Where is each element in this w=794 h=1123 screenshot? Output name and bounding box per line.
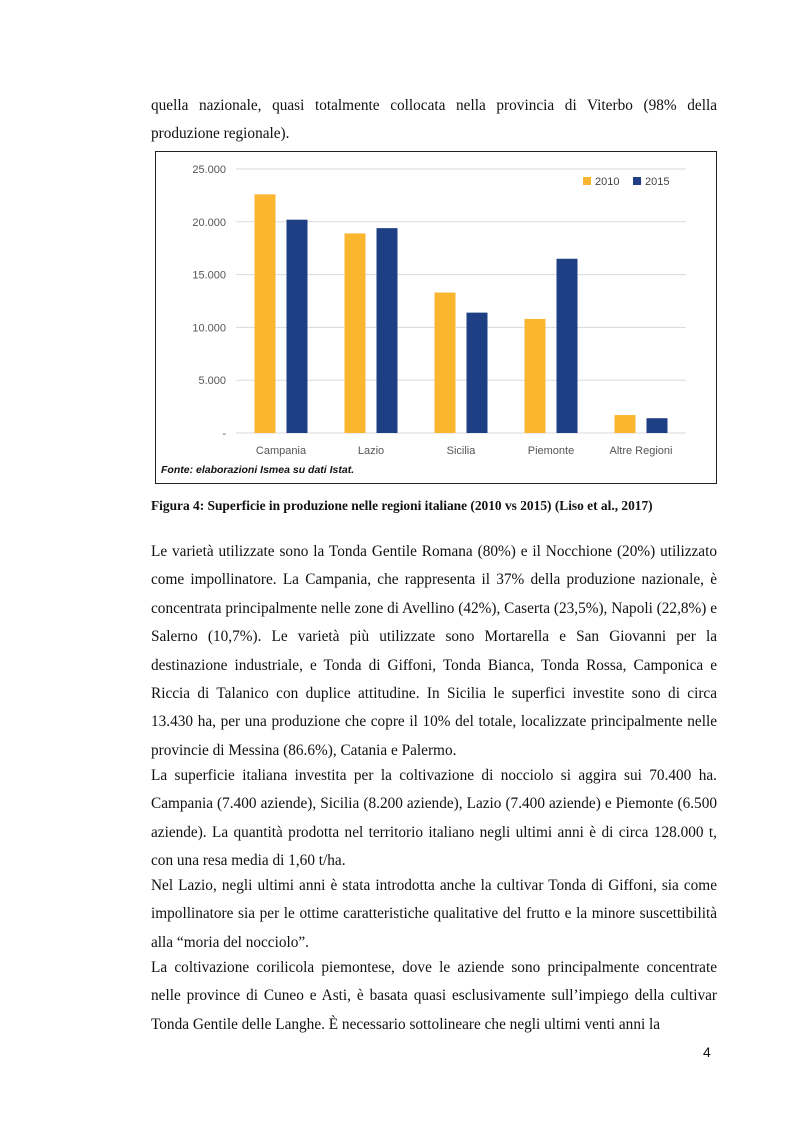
bar-2010 bbox=[255, 194, 276, 433]
bar-chart bbox=[156, 152, 716, 483]
bar-chart-figure bbox=[155, 151, 717, 484]
bar-2015 bbox=[647, 418, 668, 433]
bar-2015 bbox=[557, 259, 578, 433]
y-tick-label: 10.000 bbox=[192, 322, 226, 335]
y-tick-label: 15.000 bbox=[192, 269, 226, 282]
paragraph-piemonte: La coltivazione corilicola piemontese, dove le aziende sono principalmente concentrate nelle province di Cuneo e Asti, è basata quasi esclusivamente sull’impiego della cultivar Tonda Gentile delle Langhe. È necessario sottolineare che negli ultimi venti anni la bbox=[151, 959, 717, 1033]
x-tick-label: Piemonte bbox=[527, 445, 575, 457]
paragraph-intro: quella nazionale, quasi totalmente collocata nella provincia di Viterbo (98% della produzione regionale). bbox=[151, 97, 717, 143]
paragraph-varieties: Le varietà utilizzate sono la Tonda Gentile Romana (80%) e il Nocchione (20%) utilizzato come impollinatore. La Campania, che rappresenta il 37% della produzione nazionale, è concentrata principalmente nelle zone di Avellino (42%), Caserta (23,5%), Napoli (22,8%) e Salerno (10,7%). Le varietà più utilizzate sono Mortarella e San Giovanni per la destinazione industriale, e Tonda di Giffoni, Tonda Bianca, Tonda Rossa, Camponica e Riccia di Talanico con duplice attitudine. In Sicilia le superfici investite sono di circa 13.430 ha, per una produzione che copre il 10% del totale, localizzate principalmente nelle provincie di Messina (86.6%), Catania e Palermo. bbox=[151, 543, 717, 759]
legend-label: 2015 bbox=[645, 176, 670, 188]
bar-2010 bbox=[615, 415, 636, 433]
chart-source: Fonte: elaborazioni Ismea su dati Istat. bbox=[161, 464, 355, 476]
paragraph-surface: La superficie italiana investita per la coltivazione di nocciolo si aggira sui 70.400 ha. Campania (7.400 aziende), Sicilia (8.200 aziende), Lazio (7.400 aziende) e Piemonte (6.500 aziende). La quantità prodotta nel territorio italiano negli ultimi anni è di circa 128.000 t, con una resa media di 1,60 t/ha. bbox=[151, 767, 717, 870]
bar-2015 bbox=[377, 228, 398, 433]
x-tick-label: Lazio bbox=[357, 445, 385, 457]
y-tick-label: 5.000 bbox=[198, 375, 226, 388]
legend-swatch bbox=[633, 177, 641, 185]
bar-2010 bbox=[345, 233, 366, 433]
x-tick-label: Sicilia bbox=[446, 445, 476, 457]
bar-2015 bbox=[467, 313, 488, 433]
y-tick-label: - bbox=[222, 428, 226, 440]
page-number: 4 bbox=[703, 1044, 711, 1060]
legend-label: 2010 bbox=[595, 176, 620, 188]
x-tick-label: Altre Regioni bbox=[609, 445, 673, 457]
bar-2010 bbox=[435, 293, 456, 433]
bar-2015 bbox=[287, 220, 308, 433]
x-tick-label: Campania bbox=[255, 445, 307, 457]
y-tick-label: 20.000 bbox=[192, 216, 226, 229]
y-tick-label: 25.000 bbox=[192, 164, 226, 176]
figure-caption: Figura 4: Superficie in produzione nelle regioni italiane (2010 vs 2015) (Liso et al., 2017) bbox=[151, 498, 653, 513]
paragraph-lazio: Nel Lazio, negli ultimi anni è stata introdotta anche la cultivar Tonda di Giffoni, sia come impollinatore sia per le ottime caratteristiche qualitative del frutto e la minore suscettibilità alla “moria del nocciolo”. bbox=[151, 877, 717, 951]
bar-2010 bbox=[525, 319, 546, 433]
legend-swatch bbox=[583, 177, 591, 185]
